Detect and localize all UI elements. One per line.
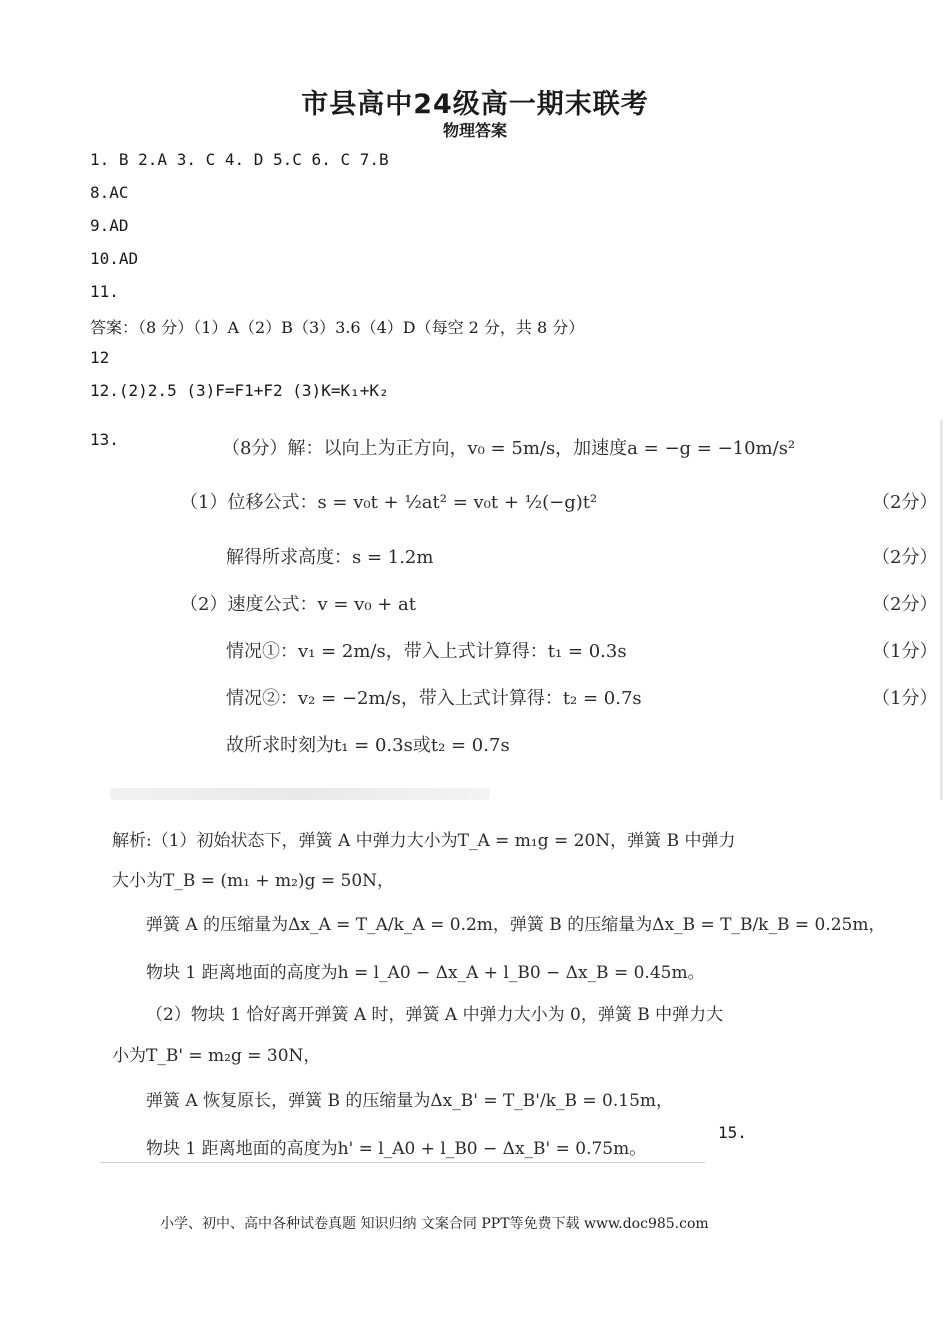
q13-part1: （1）位移公式：s = v₀t + ½at² = v₀t + ½(−g)t² (180, 492, 598, 513)
answer-11-detail: 答案：（8 分）（1）A（2）B（3）3.6（4）D（每空 2 分，共 8 分） (90, 318, 585, 337)
q14-analysis-line4: 物块 1 距离地面的高度为h = l_A0 − Δx_A + l_B0 − Δx_B = 0.45m。 (146, 963, 705, 983)
answer-line-11: 11. (90, 282, 119, 301)
q14-part2-line2: 小为T_B' = m₂g = 30N， (112, 1046, 321, 1066)
q13-part1-points: （2分） (872, 492, 938, 513)
q13-intro: （8分）解：以向上为正方向，v₀ = 5m/s，加速度a = −g = −10m/s² (222, 438, 796, 459)
answer-line-15: 15. (718, 1123, 747, 1142)
answer-line-12-label: 12 (90, 348, 110, 367)
q13-conclusion: 故所求时刻为t₁ = 0.3s或t₂ = 0.7s (226, 735, 510, 756)
q14-analysis-line1: 解析:（1）初始状态下，弹簧 A 中弹力大小为T_A = m₁g = 20N，弹簧 B 中弹力 (112, 831, 736, 851)
q13-height-points: （2分） (872, 547, 938, 568)
footer-text: 小学、初中、高中各种试卷真题 知识归纳 文案合同 PPT等免费下载 www.doc985.com (160, 1216, 709, 1232)
answer-line-9: 9.AD (90, 216, 129, 235)
answer-line-1-7: 1. B 2.A 3. C 4. D 5.C 6. C 7.B (90, 150, 389, 169)
answer-line-13-label: 13. (90, 430, 119, 449)
answer-line-8: 8.AC (90, 183, 129, 202)
scan-edge (940, 420, 943, 800)
q13-height: 解得所求高度：s = 1.2m (226, 547, 434, 568)
q13-part2: （2）速度公式：v = v₀ + at (180, 594, 417, 615)
answer-line-10: 10.AD (90, 249, 139, 268)
q13-part2-points: （2分） (872, 594, 938, 615)
document-title: 市县高中24级高一期末联考 (301, 89, 649, 120)
q14-part2-line1: （2）物块 1 恰好离开弹簧 A 时，弹簧 A 中弹力大小为 0，弹簧 B 中弹力大 (146, 1005, 724, 1025)
divider (100, 1162, 705, 1163)
q14-analysis-line3: 弹簧 A 的压缩量为Δx_A = T_A/k_A = 0.2m，弹簧 B 的压缩量为Δx_B = T_B/k_B = 0.25m， (146, 915, 886, 935)
q13-case2-points: （1分） (872, 688, 938, 709)
answer-line-12: 12.(2)2.5 (3)F=F1+F2 (3)K=K₁+K₂ (90, 381, 389, 400)
q14-part2-line3: 弹簧 A 恢复原长，弹簧 B 的压缩量为Δx_B' = T_B'/k_B = 0.15m， (146, 1091, 674, 1111)
q14-part2-line4: 物块 1 距离地面的高度为h' = l_A0 + l_B0 − Δx_B' = 0.75m。 (146, 1139, 647, 1159)
scan-fade-strip (110, 788, 490, 800)
q13-case2: 情况②：v₂ = −2m/s，带入上式计算得：t₂ = 0.7s (226, 688, 642, 709)
q13-case1: 情况①：v₁ = 2m/s，带入上式计算得：t₁ = 0.3s (226, 641, 627, 662)
q13-case1-points: （1分） (872, 641, 938, 662)
document-subtitle: 物理答案 (442, 121, 507, 140)
q14-analysis-line2: 大小为T_B = (m₁ + m₂)g = 50N， (112, 871, 395, 891)
